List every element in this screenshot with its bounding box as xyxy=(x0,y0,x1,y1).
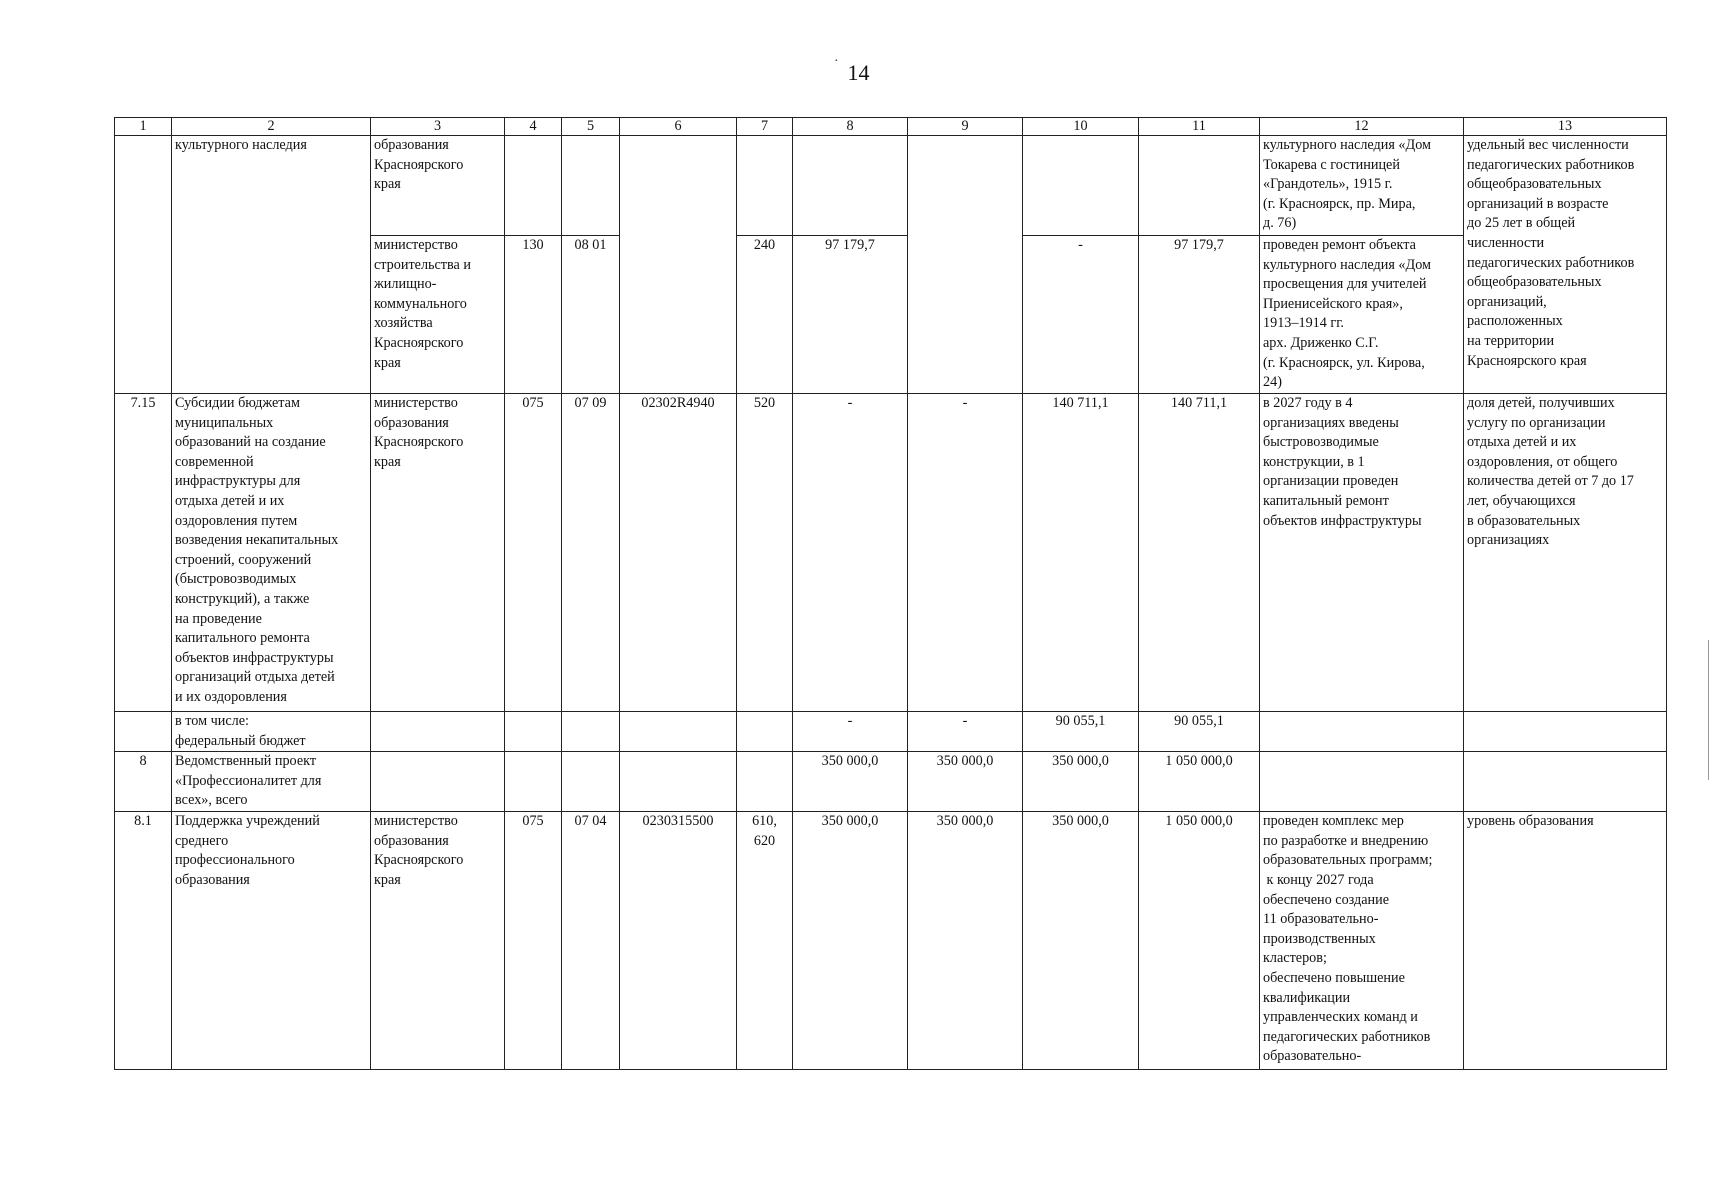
cell-number xyxy=(115,136,172,394)
cell-indicator xyxy=(1464,712,1667,752)
cell-amount xyxy=(1023,136,1139,236)
cell-executor: министерство строительства и жилищно- коммунального хозяйства Красноярского края xyxy=(371,236,505,394)
cell-code: 075 xyxy=(505,394,562,712)
cell-indicator: уровень образования xyxy=(1464,812,1667,1070)
cell-code: 08 01 xyxy=(562,236,620,394)
col-header: 10 xyxy=(1023,118,1139,136)
col-header: 3 xyxy=(371,118,505,136)
cell-code: 075 xyxy=(505,812,562,1070)
cell-amount: 350 000,0 xyxy=(908,752,1023,812)
budget-table xyxy=(114,117,1667,1070)
cell-result: проведен комплекс мер по разработке и внедрению образовательных программ; к концу 2027 года обеспечено создание 11 образовательно- производственных кластеров; обеспечено повышение квалификации управленческих команд и педагогических работников образовательно- xyxy=(1260,812,1464,1070)
cell-amount: - xyxy=(1023,236,1139,394)
cell-code xyxy=(562,752,620,812)
cell-code xyxy=(737,712,793,752)
cell-amount: 350 000,0 xyxy=(793,812,908,1070)
cell-activity: Субсидии бюджетам муниципальных образований на создание современной инфраструктуры для отдыха детей и их оздоровления путем возведения некапитальных строений, сооружений (быстровозводимых конструкций), а также на проведение капитального ремонта объектов инфраструктуры организаций отдыха детей и их оздоровления xyxy=(172,394,371,712)
cell-activity: в том числе: федеральный бюджет xyxy=(172,712,371,752)
cell-number: 8 xyxy=(115,752,172,812)
cell-amount: 97 179,7 xyxy=(1139,236,1260,394)
cell-code: 130 xyxy=(505,236,562,394)
cell-code xyxy=(620,136,737,394)
cell-amount: 97 179,7 xyxy=(793,236,908,394)
cell-indicator xyxy=(1464,752,1667,812)
col-header: 1 xyxy=(115,118,172,136)
cell-code xyxy=(505,712,562,752)
cell-result: культурного наследия «Дом Токарева с гостиницей «Грандотель», 1915 г. (г. Красноярск, пр. Мира, д. 76) xyxy=(1260,136,1464,236)
cell-amount: - xyxy=(908,394,1023,712)
cell-code: 520 xyxy=(737,394,793,712)
cell-amount: 1 050 000,0 xyxy=(1139,812,1260,1070)
cell-amount: 90 055,1 xyxy=(1139,712,1260,752)
cell-amount: - xyxy=(793,712,908,752)
cell-amount: 140 711,1 xyxy=(1023,394,1139,712)
cell-amount: 90 055,1 xyxy=(1023,712,1139,752)
cell-code: 02302R4940 xyxy=(620,394,737,712)
cell-code xyxy=(562,136,620,236)
cell-indicator: удельный вес численности педагогических работников общеобразовательных организаций в возрасте до 25 лет в общей численности педагогических работников общеобразовательных организаций, расположенных на территории Красноярского края xyxy=(1464,136,1667,394)
col-header: 4 xyxy=(505,118,562,136)
cell-executor xyxy=(371,752,505,812)
col-header: 8 xyxy=(793,118,908,136)
cell-code xyxy=(505,752,562,812)
col-header: 2 xyxy=(172,118,371,136)
cell-indicator: доля детей, получивших услугу по организации отдыха детей и их оздоровления, от общего количества детей от 7 до 17 лет, обучающихся в образовательных организациях xyxy=(1464,394,1667,712)
cell-executor: министерство образования Красноярского края xyxy=(371,394,505,712)
cell-code xyxy=(737,136,793,236)
cell-code xyxy=(620,752,737,812)
cell-amount xyxy=(1139,136,1260,236)
cell-number: 8.1 xyxy=(115,812,172,1070)
scan-dot: · xyxy=(834,54,839,69)
cell-result: проведен ремонт объекта культурного наследия «Дом просвещения для учителей Приенисейского края», 1913–1914 гг. арх. Дриженко С.Г. (г. Красноярск, ул. Кирова, 24) xyxy=(1260,236,1464,394)
cell-number xyxy=(115,712,172,752)
table-row xyxy=(115,812,1667,1070)
cell-code xyxy=(505,136,562,236)
cell-code: 0230315500 xyxy=(620,812,737,1070)
cell-code xyxy=(562,712,620,752)
cell-code xyxy=(737,752,793,812)
page-number: 14 xyxy=(847,60,870,85)
table-row xyxy=(115,752,1667,812)
cell-code: 07 09 xyxy=(562,394,620,712)
table-row xyxy=(115,394,1667,712)
cell-amount: 350 000,0 xyxy=(1023,752,1139,812)
col-header: 12 xyxy=(1260,118,1464,136)
cell-amount: 350 000,0 xyxy=(908,812,1023,1070)
cell-amount: 140 711,1 xyxy=(1139,394,1260,712)
cell-amount xyxy=(908,136,1023,394)
cell-code xyxy=(620,712,737,752)
cell-activity: Ведомственный проект «Профессионалитет для всех», всего xyxy=(172,752,371,812)
cell-executor: образования Красноярского края xyxy=(371,136,505,236)
col-header: 7 xyxy=(737,118,793,136)
cell-amount: 350 000,0 xyxy=(1023,812,1139,1070)
table-row xyxy=(115,712,1667,752)
col-header: 6 xyxy=(620,118,737,136)
cell-result: в 2027 году в 4 организациях введены быстровозводимые конструкции, в 1 организации проведен капитальный ремонт объектов инфраструктуры xyxy=(1260,394,1464,712)
col-header: 5 xyxy=(562,118,620,136)
cell-activity: Поддержка учреждений среднего профессионального образования xyxy=(172,812,371,1070)
cell-result xyxy=(1260,752,1464,812)
col-header: 13 xyxy=(1464,118,1667,136)
cell-activity: культурного наследия xyxy=(172,136,371,394)
header-row xyxy=(115,118,1667,136)
cell-executor: министерство образования Красноярского края xyxy=(371,812,505,1070)
cell-code: 610, 620 xyxy=(737,812,793,1070)
cell-amount: - xyxy=(793,394,908,712)
cell-amount: - xyxy=(908,712,1023,752)
col-header: 11 xyxy=(1139,118,1260,136)
cell-code: 07 04 xyxy=(562,812,620,1070)
col-header: 9 xyxy=(908,118,1023,136)
cell-amount xyxy=(793,136,908,236)
cell-number: 7.15 xyxy=(115,394,172,712)
cell-amount: 1 050 000,0 xyxy=(1139,752,1260,812)
cell-executor xyxy=(371,712,505,752)
cell-amount: 350 000,0 xyxy=(793,752,908,812)
cell-code: 240 xyxy=(737,236,793,394)
table-row xyxy=(115,136,1667,236)
scan-edge-line xyxy=(1708,640,1709,780)
cell-result xyxy=(1260,712,1464,752)
